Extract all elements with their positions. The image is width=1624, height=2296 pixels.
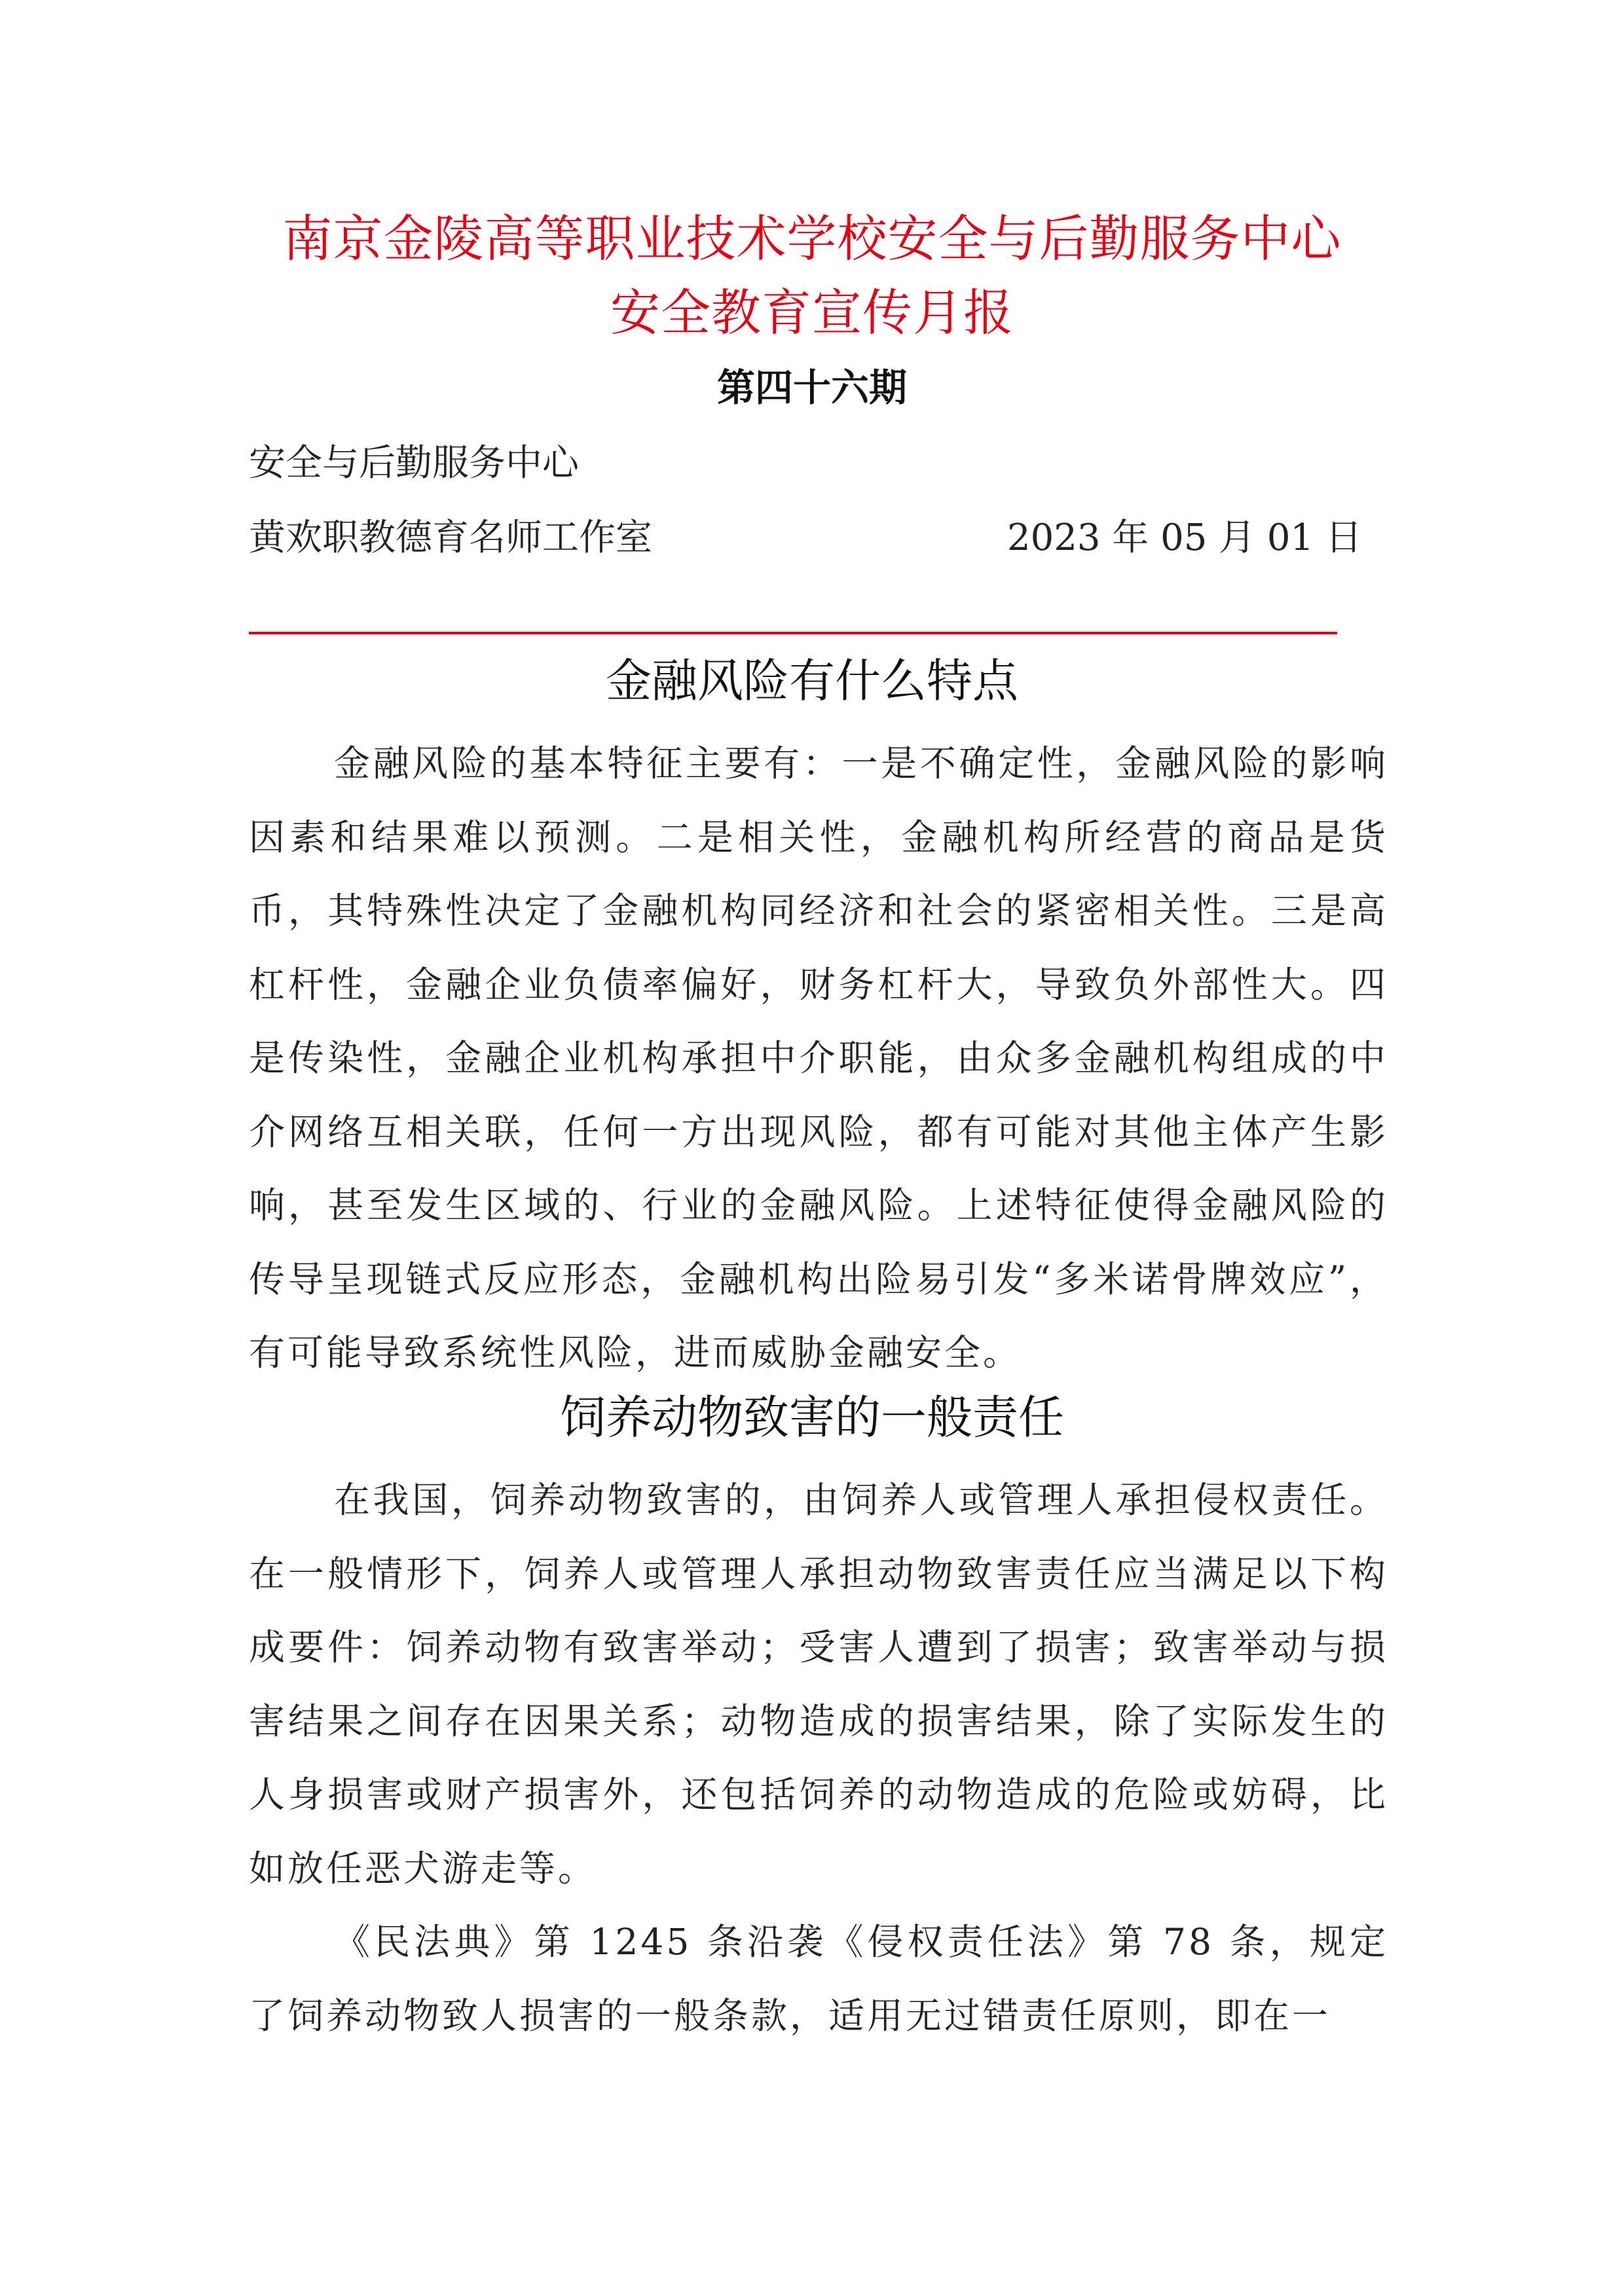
publish-date: 2023 年 05 月 01 日 [1006, 517, 1362, 559]
newsletter-title-line2: 安全教育宣传月报 [610, 283, 1014, 342]
section-heading-animal-liability: 饲养动物致害的一般责任 [560, 1391, 1064, 1444]
newsletter-title-line1: 南京金陵高等职业技术学校安全与后勤服务中心 [282, 210, 1342, 268]
header-divider [249, 632, 1337, 634]
publisher-studio: 黄欢职教德育名师工作室 [249, 517, 652, 559]
issue-number: 第四十六期 [716, 365, 907, 410]
section-heading-finance: 金融风险有什么特点 [606, 654, 1018, 708]
section-paragraph-animal-liability-2: 《民法典》第 1245 条沿袭《侵权责任法》第 78 条，规定了饲养动物致人损害的一般条款，适用无过错责任原则，即在一 [249, 1921, 1388, 2037]
publisher-org: 安全与后勤服务中心 [249, 442, 579, 484]
section-paragraph-animal-liability-1: 在我国，饲养动物致害的，由饲养人或管理人承担侵权责任。在一般情形下，饲养人或管理人承担动物致害责任应当满足以下构成要件：饲养动物有致害举动；受害人遭到了损害；致害举动与损害结果之间存在因果关系；动物造成的损害结果，除了实际发生的人身损害或财产损害外，还包括饲养的动物造成的危险或妨碍，比如放任恶犬游走等。 [249, 1479, 1388, 1889]
section-paragraph-finance: 金融风险的基本特征主要有：一是不确定性，金融风险的影响因素和结果难以预测。二是相关性，金融机构所经营的商品是货币，其特殊性决定了金融机构同经济和社会的紧密相关性。三是高杠杆性，金融企业负债率偏好，财务杠杆大，导致负外部性大。四是传染性，金融企业机构承担中介职能，由众多金融机构组成的中介网络互相关联，任何一方出现风险，都有可能对其他主体产生影响，甚至发生区域的、行业的金融风险。上述特征使得金融风险的传导呈现链式反应形态，金融机构出险易引发“多米诺骨牌效应”，有可能导致系统性风险，进而威胁金融安全。 [249, 742, 1388, 1374]
